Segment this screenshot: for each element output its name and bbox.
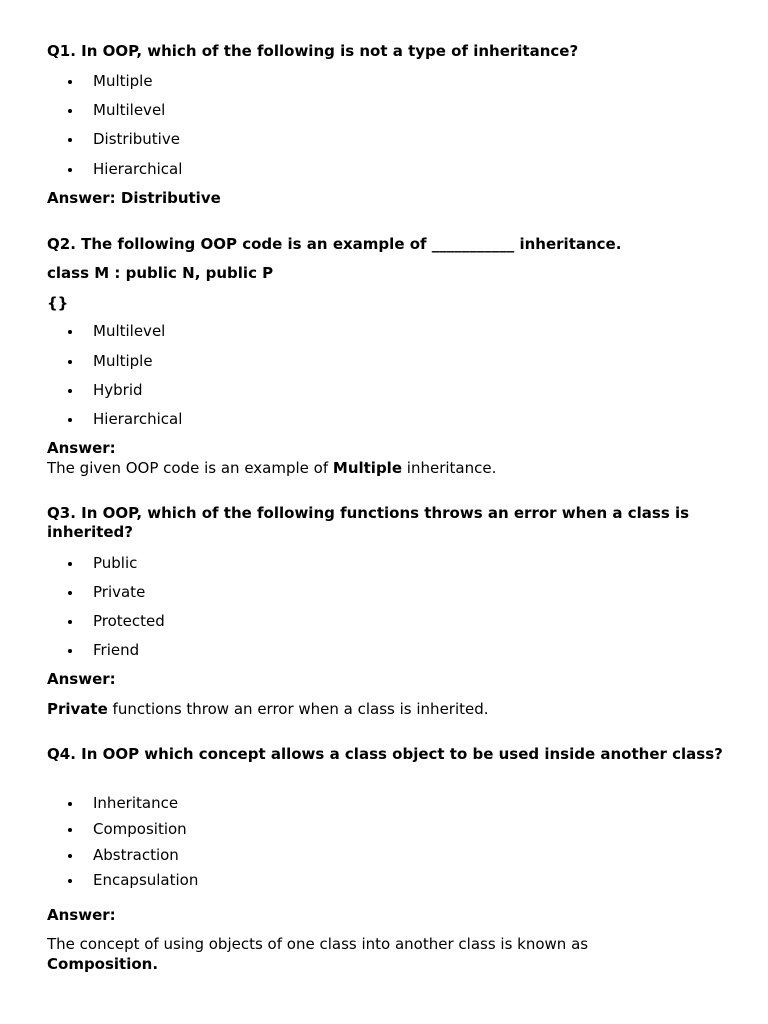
q2-option: Multiple [93,352,153,370]
bullet-icon [68,80,74,86]
q3-option: Friend [93,641,140,659]
q2-option: Hierarchical [93,410,183,428]
q3-explanation-post: functions throw an error when a class is inherited. [107,700,489,718]
bullet-icon [68,360,74,366]
q3-answer-label: Answer: [47,670,116,688]
q4-option: Encapsulation [93,871,199,889]
q4-option: Composition [93,820,187,838]
q2-option: Hybrid [93,381,143,399]
q3-option: Public [93,554,138,572]
bullet-icon [68,389,74,395]
q2-code-line: class M : public N, public P [47,264,274,282]
q4-option: Abstraction [93,846,179,864]
bullet-icon [68,649,74,655]
q1-option: Multiple [93,72,153,90]
q2-code-line: {} [47,294,69,312]
q1-option: Hierarchical [93,160,183,178]
bullet-icon [68,168,74,174]
q3-explanation-bold: Private [47,700,108,718]
bullet-icon [68,138,74,144]
q2-option: Multilevel [93,322,166,340]
q4-answer-label: Answer: [47,906,116,924]
q2-explanation-pre: The given OOP code is an example of [47,459,333,477]
q2-explanation-bold: Multiple [332,459,403,477]
bullet-icon [68,620,74,626]
bullet-icon [68,109,74,115]
q4-question: Q4. In OOP which concept allows a class object to be used inside another class? [47,745,723,763]
bullet-icon [68,854,74,860]
bullet-icon [68,591,74,597]
bullet-icon [68,418,74,424]
bullet-icon [68,330,74,336]
q3-option: Private [93,583,146,601]
bullet-icon [68,802,74,808]
q4-option: Inheritance [93,794,179,812]
q3-question: Q3. In OOP, which of the following functions throws an error when a class is inherited? [47,504,690,541]
q2-answer-label: Answer: [47,439,116,457]
bullet-icon [68,828,74,834]
q2-question: Q2. The following OOP code is an example of ___________ inheritance. [47,235,622,253]
q4-explanation: The concept of using objects of one class into another class is known as [47,935,589,953]
q1-option: Distributive [93,130,180,148]
q2-explanation-post: inheritance. [402,459,497,477]
q1-option: Multilevel [93,101,166,119]
q1-question: Q1. In OOP, which of the following is not a type of inheritance? [47,42,579,60]
q4-explanation-bold: Composition. [47,955,159,973]
bullet-icon [68,562,74,568]
q2-explanation [47,459,727,478]
q3-option: Protected [93,612,165,630]
q3-explanation [47,700,727,719]
q1-answer: Answer: Distributive [47,189,221,207]
bullet-icon [68,879,74,885]
